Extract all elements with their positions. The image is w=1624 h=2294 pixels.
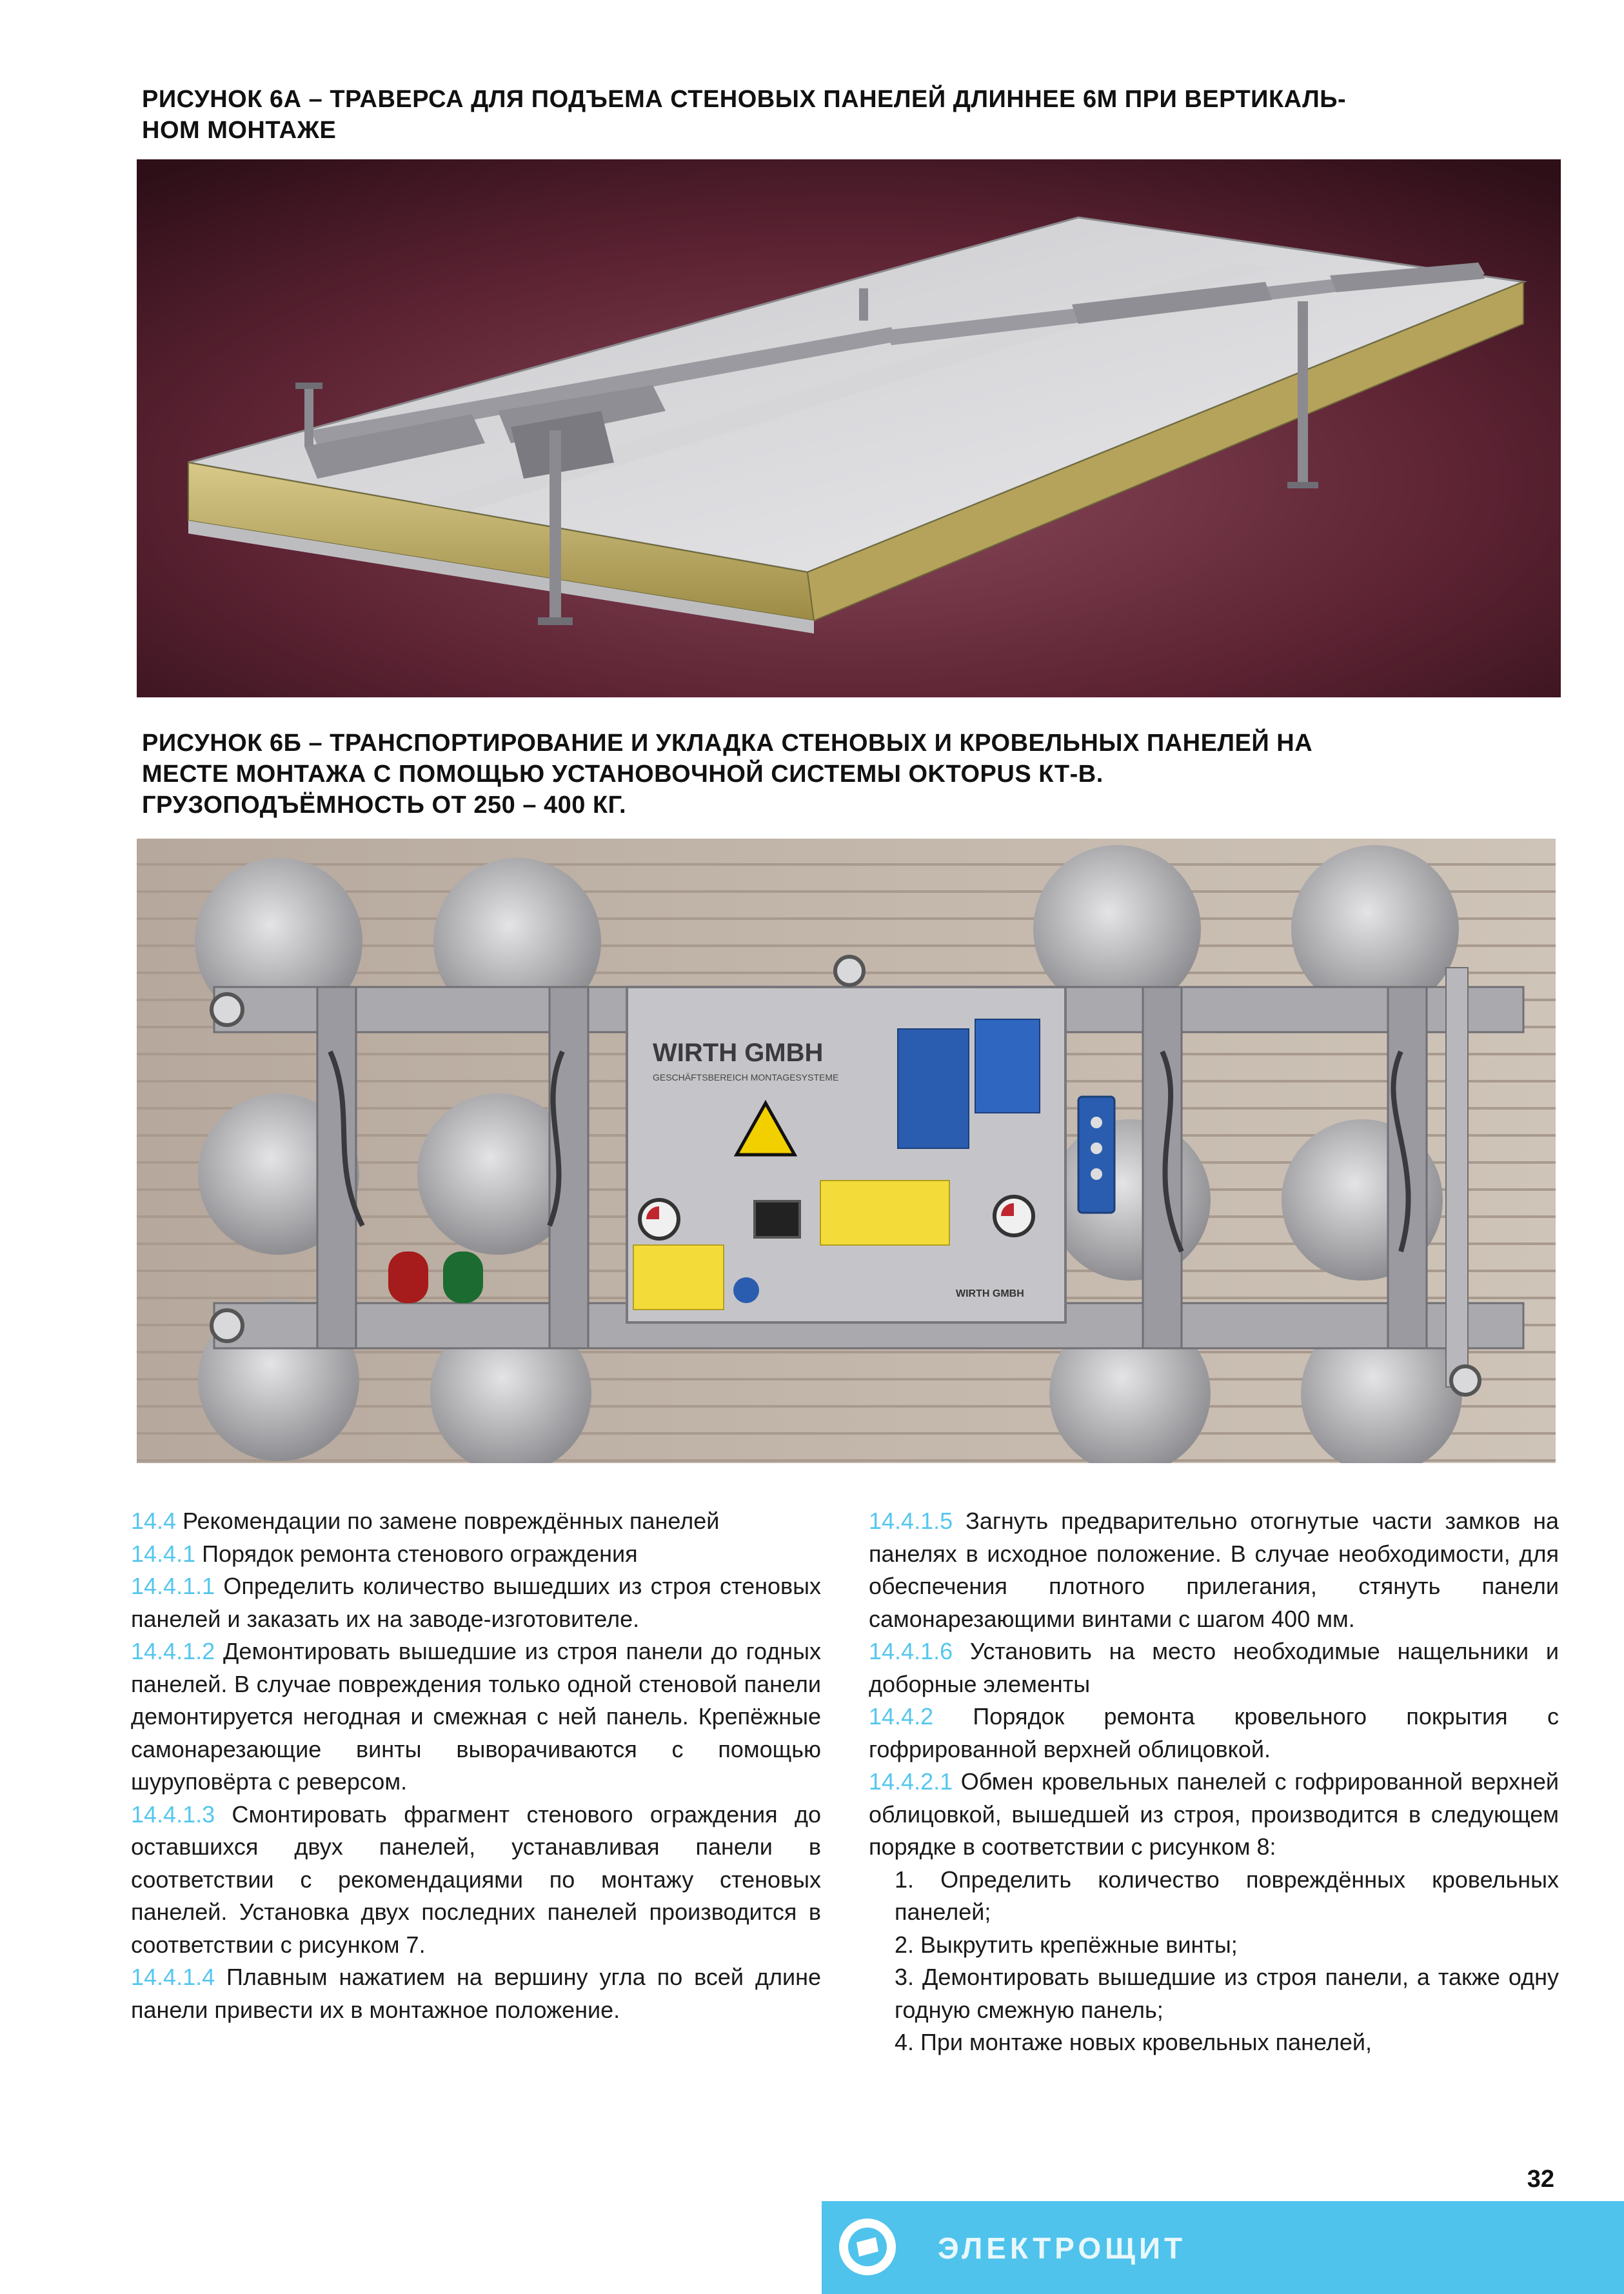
device-brand: WIRTH GMBH bbox=[653, 1039, 824, 1067]
section-number: 14.4.1 bbox=[131, 1540, 196, 1567]
page-number: 32 bbox=[1527, 2166, 1554, 2193]
paragraph bbox=[131, 1505, 821, 1538]
green-lamp-icon bbox=[443, 1252, 483, 1303]
paragraph-text: Рекомендации по замене повреждённых панелей bbox=[176, 1508, 720, 1534]
section-number: 14.4 bbox=[131, 1508, 177, 1534]
section-number: 14.4.1.2 bbox=[131, 1638, 215, 1664]
paragraph bbox=[869, 1701, 1559, 1766]
paragraph bbox=[131, 1799, 821, 1962]
paragraph bbox=[131, 1635, 821, 1799]
info-plate bbox=[898, 1029, 969, 1148]
paragraph-text: Плавным нажатием на вершину угла по всей длине панели привести их в монтажное положение. bbox=[131, 1964, 821, 2023]
lifting-beam-render bbox=[137, 159, 1561, 697]
paragraph-text: Определить количество вышедших из строя стеновых панелей и заказать их на заводе-изготовителе. bbox=[131, 1573, 821, 1632]
ce-badge-icon bbox=[733, 1277, 759, 1303]
list-item: 3. Демонтировать вышедшие из строя панели, а также одну годную смежную панель; bbox=[895, 1964, 1559, 2023]
caption-line: РИСУНОК 6А – ТРАВЕРСА ДЛЯ ПОДЪЕМА СТЕНОВЫХ ПАНЕЛЕЙ ДЛИННЕЕ 6М ПРИ ВЕРТИКАЛЬ- bbox=[142, 86, 1347, 113]
figure-6b-caption bbox=[142, 728, 1561, 821]
paragraph bbox=[869, 1635, 1559, 1701]
paragraph bbox=[131, 1961, 821, 2026]
footer-brand-bar bbox=[822, 2201, 1624, 2294]
caption-line: ГРУЗОПОДЪЁМНОСТЬ ОТ 250 – 400 КГ. bbox=[142, 792, 627, 819]
figure-6b-image bbox=[137, 839, 1556, 1463]
vacuum-lifter-photo bbox=[137, 839, 1556, 1463]
list-item: 4. При монтаже новых кровельных панелей, bbox=[895, 2029, 1372, 2055]
section-number: 14.4.1.1 bbox=[131, 1573, 215, 1599]
caption-line: НОМ МОНТАЖЕ bbox=[142, 117, 337, 144]
section-number: 14.4.1.4 bbox=[131, 1964, 215, 1990]
section-number: 14.4.1.3 bbox=[131, 1800, 215, 1828]
company-logo-icon bbox=[837, 2217, 898, 2277]
paragraph-text: Порядок ремонта стенового ограждения bbox=[195, 1540, 638, 1567]
figure-6a-caption bbox=[142, 84, 1561, 146]
remote-control bbox=[1078, 1097, 1114, 1213]
info-plate bbox=[975, 1019, 1040, 1113]
section-number: 14.4.2.1 bbox=[869, 1768, 953, 1795]
paragraph-text: Загнуть предварительно отогнутые части замков на панелях в исходное положение. В случае необходимости, для обеспечения плотного прилегания, стянуть панели самонарезающими винтами с шагом 400 мм. bbox=[869, 1508, 1559, 1632]
list-item: 1. Определить количество повреждённых кровельных панелей; bbox=[895, 1866, 1559, 1925]
paragraph-text: Смонтировать фрагмент стенового ограждения до оставшихся двух панелей, устанавливая панели в соответствии с рекомендациями по монтажу стеновых панелей. Установка двух последних панелей производится в соответствии с рисунком 7. bbox=[131, 1800, 821, 1958]
footer-brand-name: ЭЛЕКТРОЩИТ bbox=[938, 2231, 1187, 2265]
paragraph bbox=[869, 1766, 1559, 1864]
warning-label bbox=[633, 1245, 724, 1310]
device-brand-small: WIRTH GMBH bbox=[956, 1288, 1024, 1299]
figure-6a-image bbox=[137, 159, 1561, 697]
paragraph-text: Порядок ремонта кровельного покрытия с гофрированной верхней облицовкой. bbox=[869, 1703, 1559, 1762]
caption-line: МЕСТЕ МОНТАЖА С ПОМОЩЬЮ УСТАНОВОЧНОЙ СИСТЕМЫ OKTOPUS КТ-В. bbox=[142, 761, 1104, 788]
paragraph-text: Демонтировать вышедшие из строя панели до годных панелей. В случае повреждения только одной стеновой панели демонтируется негодная и смежная с ней панель. Крепёжные самонарезающие винты выворачиваются с помощью шуруповёрта с реверсом. bbox=[131, 1638, 821, 1795]
control-display bbox=[755, 1201, 800, 1237]
section-number: 14.4.1.5 bbox=[869, 1508, 953, 1534]
instruction-label bbox=[820, 1181, 949, 1245]
body-text-right-column bbox=[869, 1505, 1559, 2059]
paragraph bbox=[131, 1570, 821, 1635]
body-text-left-column bbox=[131, 1505, 821, 2026]
paragraph bbox=[131, 1538, 821, 1571]
paragraph-text: Обмен кровельных панелей с гофрированной верхней облицовкой, вышедшей из строя, производится в следующем порядке в соответствии с рисунком 8: bbox=[869, 1768, 1559, 1860]
device-subtitle: GESCHÄFTSBEREICH MONTAGESYSTEME bbox=[653, 1072, 839, 1082]
section-number: 14.4.2 bbox=[869, 1703, 934, 1730]
caption-line: РИСУНОК 6Б – ТРАНСПОРТИРОВАНИЕ И УКЛАДКА СТЕНОВЫХ И КРОВЕЛЬНЫХ ПАНЕЛЕЙ НА bbox=[142, 730, 1313, 757]
red-lamp-icon bbox=[388, 1252, 428, 1303]
section-number: 14.4.1.6 bbox=[869, 1638, 953, 1664]
list-item: 2. Выкрутить крепёжные винты; bbox=[895, 1931, 1238, 1958]
paragraph bbox=[869, 1505, 1559, 1635]
paragraph-text: Установить на место необходимые нащельники и доборные элементы bbox=[869, 1638, 1559, 1697]
